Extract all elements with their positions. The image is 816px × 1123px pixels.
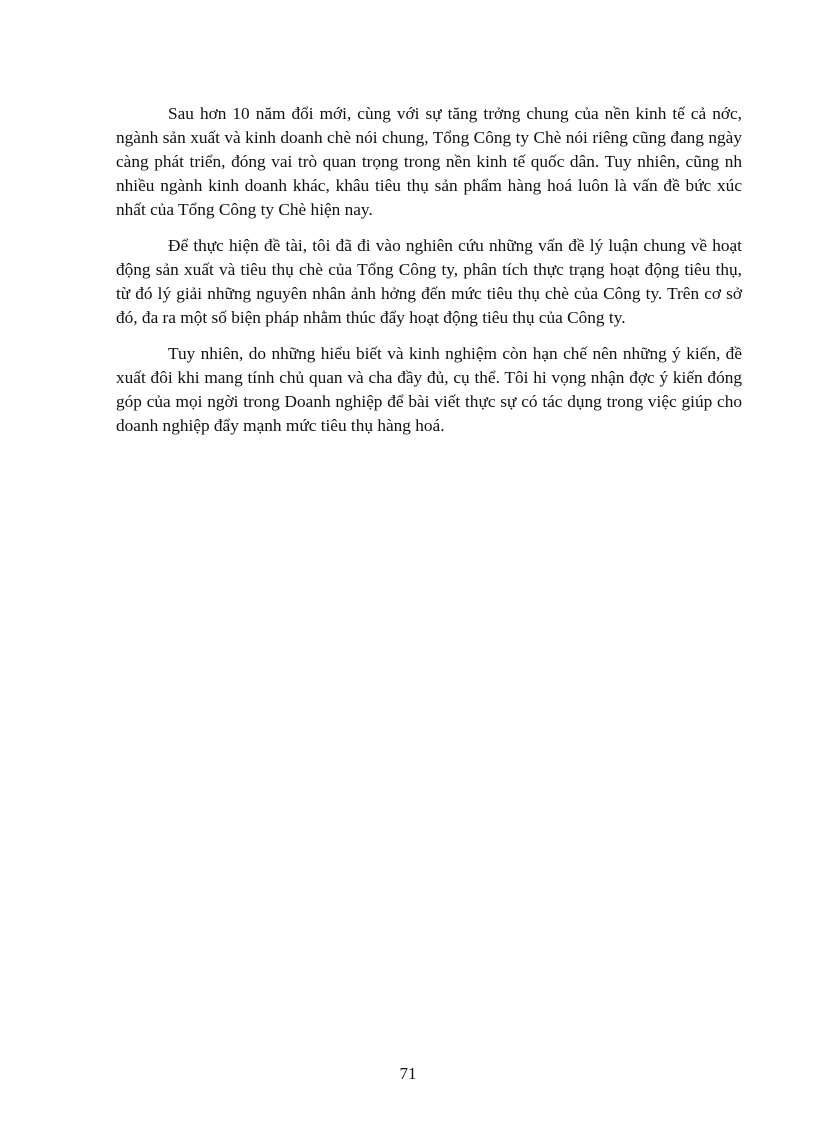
paragraph-method: Để thực hiện đề tài, tôi đã đi vào nghiên cứu những vấn đề lý luận chung về hoạt động sản xuất và tiêu thụ chè của Tổng Công ty, phân tích thực trạng hoạt động tiêu thụ, từ đó lý giải những nguyên nhân ảnh hởng đến mức tiêu thụ chè của Công ty. Trên cơ sở đó, đa ra một số biện pháp nhằm thúc đẩy hoạt động tiêu thụ của Công ty. xyxy=(116,236,742,327)
paragraph-intro: Sau hơn 10 năm đổi mới, cùng với sự tăng trởng chung của nền kinh tế cả nớc, ngành sản xuất và kinh doanh chè nói chung, Tổng Công ty Chè nói riêng cũng đang ngày càng phát triển, đóng vai trò quan trọng trong nền kinh tế quốc dân. Tuy nhiên, cũng nh nhiều ngành kinh doanh khác, khâu tiêu thụ sản phẩm hàng hoá luôn là vấn đề bức xúc nhất của Tổng Công ty Chè hiện nay. xyxy=(116,104,742,219)
page-number: 71 xyxy=(399,1064,417,1083)
paragraph-closing: Tuy nhiên, do những hiểu biết và kinh nghiệm còn hạn chế nên những ý kiến, đề xuất đôi khi mang tính chủ quan và cha đầy đủ, cụ thể. Tôi hi vọng nhận đợc ý kiến đóng góp của mọi ngời trong Doanh nghiệp để bài viết thực sự có tác dụng trong việc giúp cho doanh nghiệp đẩy mạnh mức tiêu thụ hàng hoá. xyxy=(116,344,742,435)
body-text xyxy=(116,102,742,450)
